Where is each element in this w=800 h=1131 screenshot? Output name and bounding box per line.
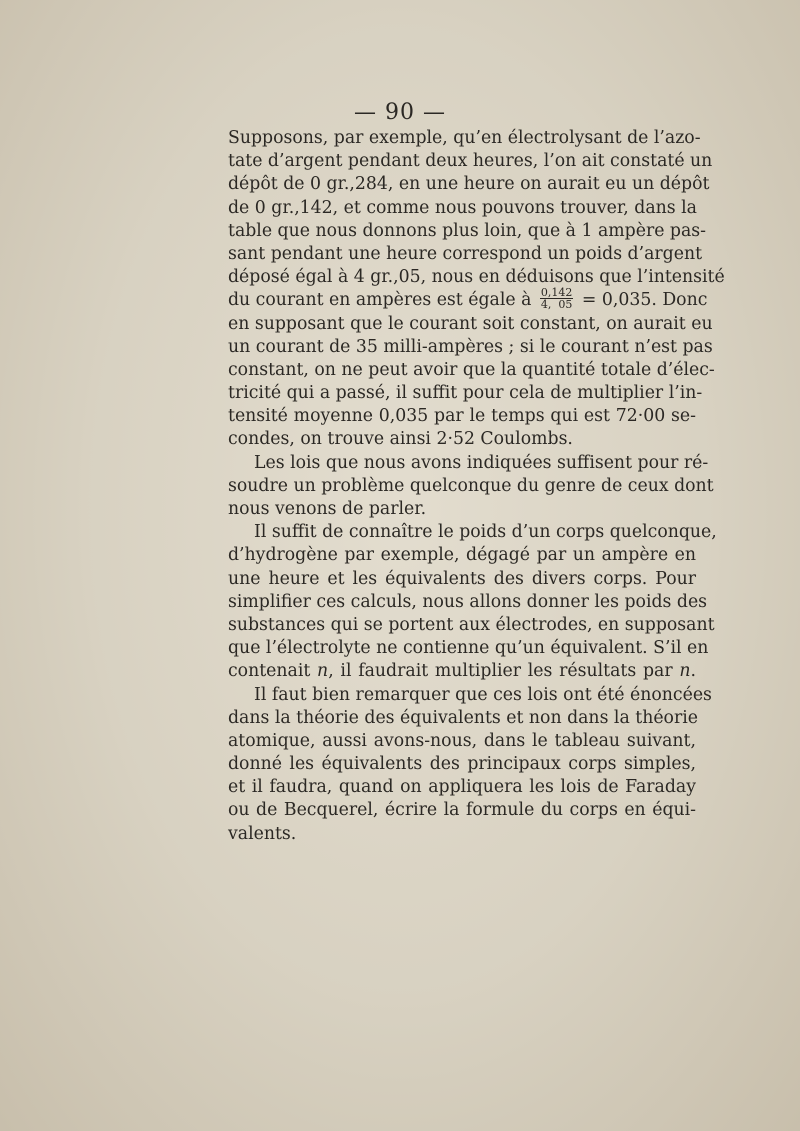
paragraph-2 bbox=[228, 452, 714, 522]
variable-n: n bbox=[317, 661, 329, 682]
text-line: Il suffit de connaître le poids d’un corps quelconque, bbox=[254, 522, 717, 543]
text-line: dépôt de 0 gr.,284, en une heure on aurait eu un dépôt bbox=[228, 174, 710, 195]
paragraph-1 bbox=[228, 127, 725, 452]
text-line: condes, on trouve ainsi 2·52 Coulombs. bbox=[228, 429, 573, 450]
formula-text-after: = 0,035. Donc bbox=[581, 290, 708, 311]
text-line: atomique, aussi avons-nous, dans le tableau suivant, bbox=[228, 730, 696, 751]
text-line: une heure et les équivalents des divers corps. Pour bbox=[228, 568, 696, 589]
formula-line bbox=[228, 286, 708, 312]
text-line: d’hydrogène par exemple, dégagé par un ampère en bbox=[228, 545, 696, 566]
formula-text-before: du courant en ampères est égale à bbox=[228, 290, 532, 311]
text-line: table que nous donnons plus loin, que à 1 ampère pas- bbox=[228, 220, 707, 241]
text-line: que l’électrolyte ne contienne qu’un équivalent. S’il en bbox=[228, 638, 709, 659]
text-line bbox=[228, 660, 696, 683]
fraction-numerator: 0,142 bbox=[540, 286, 573, 300]
text-line: un courant de 35 milli-ampères ; si le courant n’est pas bbox=[228, 336, 713, 357]
text-line: Supposons, par exemple, qu’en électrolysant de l’azo- bbox=[228, 128, 701, 148]
paragraph-4 bbox=[228, 684, 712, 846]
text-line: en supposant que le courant soit constant, on aurait eu bbox=[228, 313, 713, 334]
text-line: valents. bbox=[228, 823, 297, 844]
text-line: tricité qui a passé, il suffit pour cela de multiplier l’in- bbox=[228, 383, 703, 404]
text-line: tensité moyenne 0,035 par le temps qui est 72·00 se- bbox=[228, 406, 696, 427]
text-line: déposé égal à 4 gr.,05, nous en déduisons que l’intensité bbox=[228, 267, 725, 288]
text-line: donné les équivalents des principaux corps simples, bbox=[228, 754, 696, 775]
text-line: Les lois que nous avons indiquées suffisent pour ré- bbox=[254, 452, 709, 473]
text-line: Il faut bien remarquer que ces lois ont été énoncées bbox=[254, 684, 712, 705]
text-line: constant, on ne peut avoir que la quantité totale d’élec- bbox=[228, 359, 715, 380]
body-text bbox=[228, 127, 725, 846]
text-segment: contenait bbox=[228, 661, 311, 682]
text-segment: , il faudrait multiplier les résultats par bbox=[328, 661, 673, 682]
paragraph-3 bbox=[228, 521, 717, 683]
page-number: — 90 — bbox=[354, 100, 446, 125]
text-line: tate d’argent pendant deux heures, l’on ait constaté un bbox=[228, 151, 713, 172]
text-line: nous venons de parler. bbox=[228, 499, 427, 519]
fraction-denominator: 4, 05 bbox=[540, 298, 573, 312]
text-line: substances qui se portent aux électrodes, en supposant bbox=[228, 614, 715, 635]
text-line: sant pendant une heure correspond un poids d’argent bbox=[228, 243, 703, 264]
variable-n: n bbox=[679, 661, 691, 682]
fraction bbox=[540, 287, 574, 310]
text-line: ou de Becquerel, écrire la formule du corps en équi- bbox=[228, 800, 696, 821]
text-line: et il faudra, quand on appliquera les lois de Faraday bbox=[228, 777, 696, 798]
text-line: simplifier ces calculs, nous allons donner les poids des bbox=[228, 591, 708, 612]
text-line: soudre un problème quelconque du genre de ceux dont bbox=[228, 475, 714, 496]
text-line: de 0 gr.,142, et comme nous pouvons trouver, dans la bbox=[228, 197, 697, 218]
text-line: dans la théorie des équivalents et non dans la théorie bbox=[228, 707, 698, 728]
text-segment: . bbox=[690, 661, 696, 682]
